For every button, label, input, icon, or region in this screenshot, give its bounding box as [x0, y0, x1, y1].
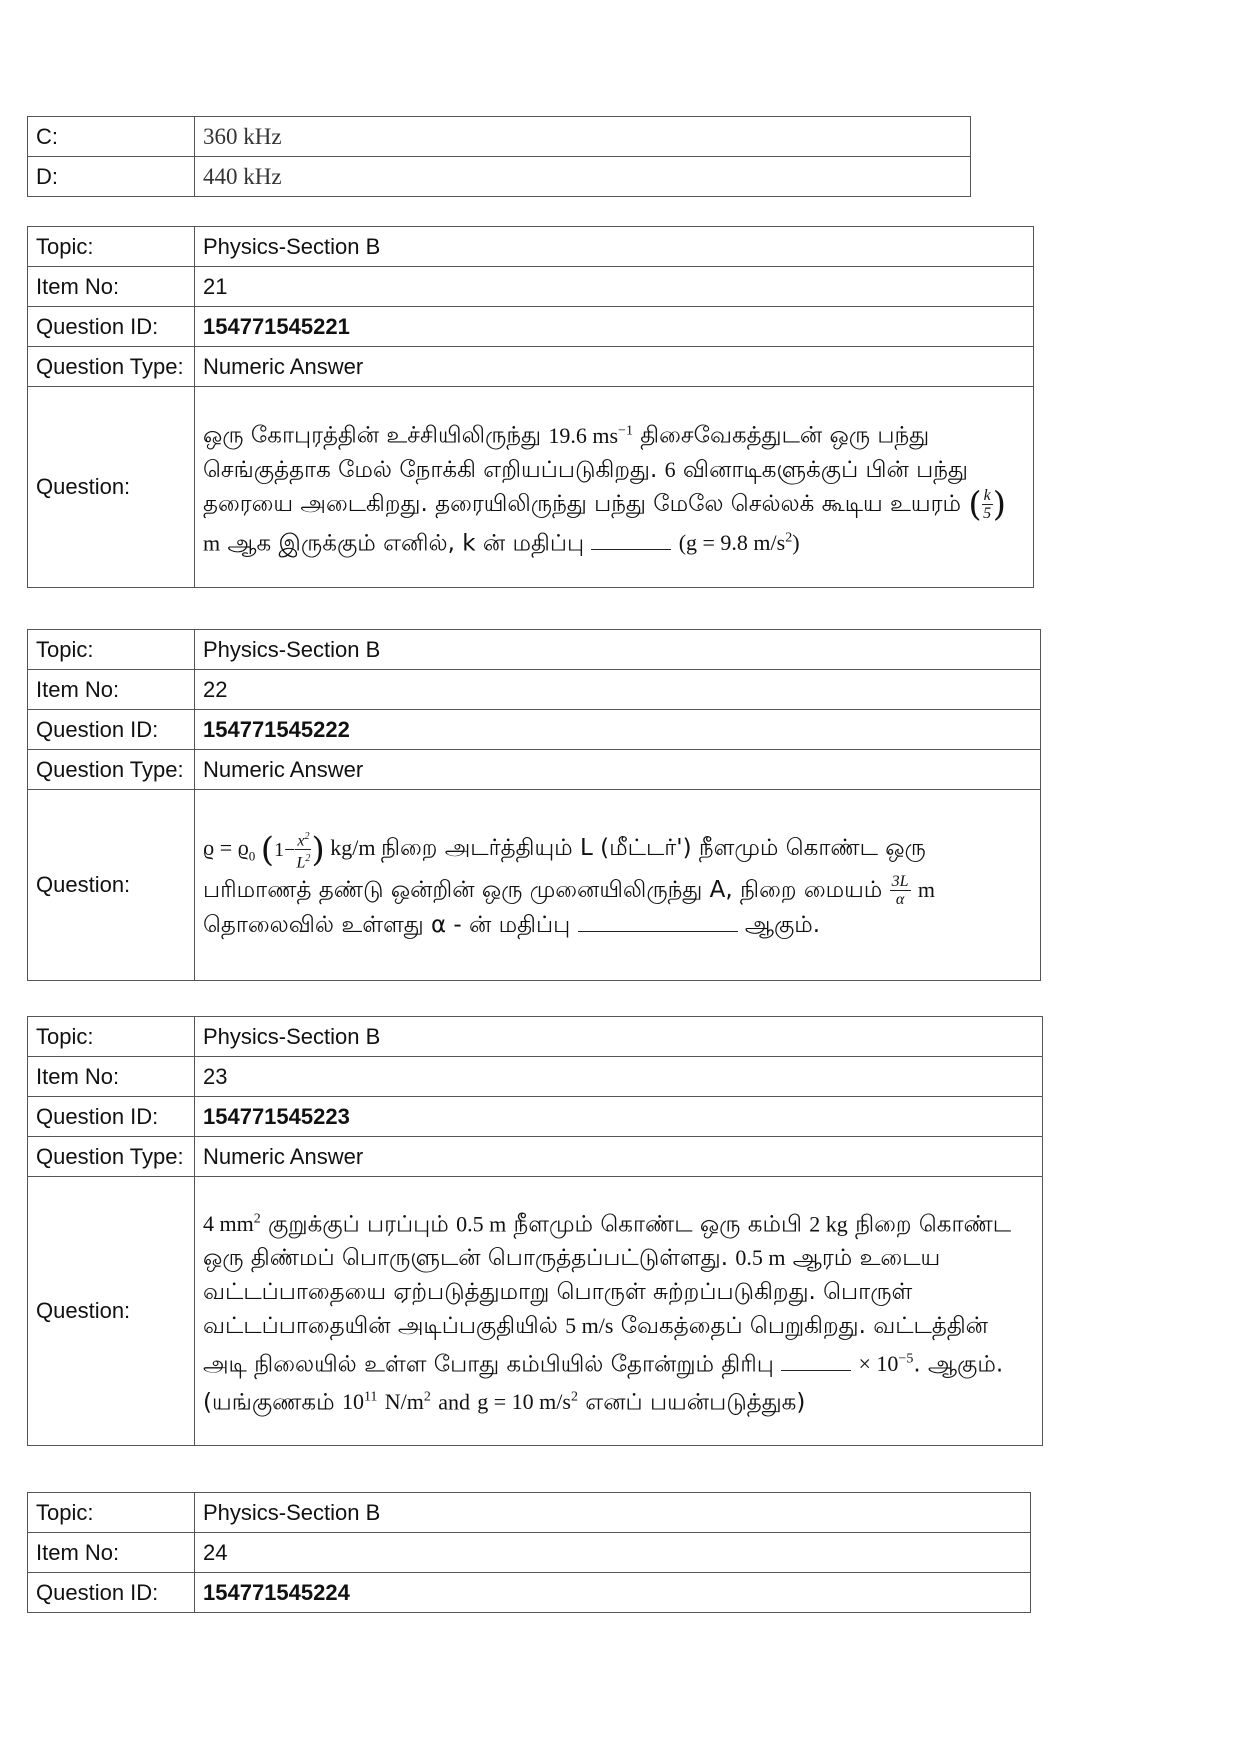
question-type-value: Numeric Answer	[195, 347, 1034, 387]
q-math-sup: 2	[423, 1390, 431, 1406]
options-table	[27, 116, 971, 197]
q-math-sup: −5	[898, 1351, 914, 1367]
q-text: நீளமும் கொண்ட ஒரு கம்பி	[513, 1210, 802, 1237]
q-math	[679, 530, 800, 555]
q-math	[385, 1389, 431, 1414]
q-math: and	[438, 1389, 470, 1415]
fraction-denominator: α	[895, 891, 905, 909]
q-math-sup: 2	[785, 530, 793, 546]
answer-blank	[578, 930, 738, 932]
q-math: 6	[664, 456, 676, 482]
option-label: C:	[28, 117, 195, 157]
q-math-part: × 10	[858, 1351, 899, 1377]
q-text: ஒரு கோபுரத்தின் உச்சியிலிருந்து	[203, 422, 542, 449]
q-math-part: )	[792, 529, 800, 555]
option-label: D:	[28, 157, 195, 197]
item-no-label: Item No:	[28, 670, 195, 710]
item-no-value: 23	[195, 1057, 1043, 1097]
item-no-label: Item No:	[28, 267, 195, 307]
q-math	[548, 423, 633, 448]
q-text: ஆக இருக்கும் எனில், k ன் மதிப்பு	[227, 529, 585, 556]
question-table-24	[27, 1492, 1031, 1613]
open-paren-glyph: (	[968, 484, 982, 524]
question-type-row	[28, 347, 1034, 387]
q-text: தொலைவில் உள்ளது α - ன் மதிப்பு	[203, 912, 571, 939]
q-math-sup: 2	[253, 1211, 261, 1227]
answer-blank	[781, 1369, 851, 1371]
q-math-part: N/m	[384, 1389, 424, 1415]
q-math-part: (g = 9.8 m/s	[678, 529, 786, 555]
q-math-part: 1−	[274, 838, 296, 861]
question-type-row	[28, 750, 1041, 790]
q-math: m	[917, 877, 935, 903]
question-id-row	[28, 307, 1034, 347]
topic-row	[28, 1493, 1031, 1533]
question-table-21	[27, 226, 1034, 588]
fraction-numerator: k	[983, 486, 991, 504]
question-id-row	[28, 1097, 1043, 1137]
topic-row	[28, 227, 1034, 267]
question-id-value: 154771545222	[195, 710, 1041, 750]
question-label: Question:	[28, 1177, 195, 1446]
question-type-label: Question Type:	[28, 347, 195, 387]
question-id-value: 154771545221	[195, 307, 1034, 347]
q-math-part: ϱ = ϱ	[203, 834, 249, 860]
question-type-label: Question Type:	[28, 1137, 195, 1177]
question-row	[28, 790, 1041, 981]
item-no-row	[28, 1533, 1031, 1573]
q-text: வினாடிகளுக்குப் பின் பந்து தரையை அடைகிறது. தரையிலிருந்து பந்து மேலே செல்லக் கூடிய உயரம்	[203, 456, 968, 517]
q-math-part: 19.6 ms	[548, 422, 619, 448]
open-paren-glyph: (	[260, 829, 275, 870]
close-paren-glyph: )	[992, 484, 1006, 524]
q-math	[342, 1389, 377, 1414]
topic-label: Topic:	[28, 630, 195, 670]
fraction-3L-over-alpha	[890, 873, 911, 908]
q-text: திசைவேகத்துடன் ஒரு பந்து செங்குத்தாக மேல் நோக்கி எறியப்படுகிறது.	[203, 422, 930, 483]
question-id-label: Question ID:	[28, 710, 195, 750]
close-paren-glyph: )	[311, 829, 325, 870]
topic-value: Physics-Section B	[195, 630, 1041, 670]
q-math-sub: 0	[248, 848, 256, 864]
topic-value: Physics-Section B	[195, 227, 1034, 267]
question-id-value: 154771545224	[195, 1573, 1031, 1613]
option-value: 440 kHz	[195, 157, 971, 197]
q-text: வேகத்தைப் பெறுகிறது. வட்டத்தின் அடி நிலையில் உள்ள போது கம்பியில் தோன்றும் திரிபு	[203, 1312, 988, 1378]
question-label: Question:	[28, 790, 195, 981]
fraction-denominator	[296, 850, 310, 871]
q-text: குறுக்குப் பரப்பும்	[268, 1210, 449, 1237]
question-table-22	[27, 629, 1041, 981]
question-id-row	[28, 710, 1041, 750]
question-text	[195, 1177, 1043, 1446]
q-text: ஆரம் உடைய வட்டப்பாதையை ஏற்படுத்துமாறு பொருள் சுற்றப்படுகிறது. பொருள் வட்டப்பாதையின் அடிப்பகுதியில்	[203, 1244, 941, 1339]
q-math: 0.5 m	[735, 1244, 786, 1270]
q-math-sup: 2	[304, 830, 310, 842]
question-id-label: Question ID:	[28, 307, 195, 347]
option-row-d	[28, 157, 971, 197]
q-text: . ஆகும். (யங்குணகம்	[203, 1351, 1004, 1416]
q-math-sup: −1	[618, 423, 633, 439]
q-math-part: kg/m	[330, 834, 376, 860]
q-math-part: g = 10 m/s	[477, 1389, 571, 1415]
q-text: நிறை கொண்ட ஒரு திண்மப் பொருளுடன் பொருத்தப்பட்டுள்ளது.	[203, 1210, 1012, 1271]
q-math-part: x	[297, 832, 305, 850]
q-math-part: 4 mm	[203, 1210, 254, 1236]
question-id-label: Question ID:	[28, 1097, 195, 1137]
question-table-23	[27, 1016, 1043, 1446]
q-math	[477, 1389, 578, 1414]
question-type-value: Numeric Answer	[195, 750, 1041, 790]
q-math-sup: 2	[570, 1390, 578, 1406]
q-text: எனப் பயன்படுத்துக)	[585, 1389, 806, 1416]
q-math-part: 10	[341, 1389, 364, 1415]
topic-value: Physics-Section B	[195, 1493, 1031, 1533]
question-label: Question:	[28, 387, 195, 588]
q-text: ஆகும்.	[744, 912, 821, 939]
fraction-k-over-5	[982, 487, 993, 522]
item-no-value: 22	[195, 670, 1041, 710]
fraction-denominator: 5	[983, 504, 992, 522]
question-row	[28, 387, 1034, 588]
question-text	[195, 790, 1041, 981]
option-row-c	[28, 117, 971, 157]
q-text: நிறை அடர்த்தியும் L (மீட்டர்') நீளமும் கொண்ட ஒரு பரிமாணத் தண்டு ஒன்றின் ஒரு முனையிலிருந்து A, நிறை மையம்	[203, 834, 926, 904]
fraction-x2-over-L2	[295, 828, 311, 872]
q-math	[203, 1211, 261, 1236]
fraction-numerator: 3L	[891, 873, 909, 891]
option-value: 360 kHz	[195, 117, 971, 157]
question-type-value: Numeric Answer	[195, 1137, 1043, 1177]
item-no-row	[28, 670, 1041, 710]
item-no-value: 24	[195, 1533, 1031, 1573]
topic-label: Topic:	[28, 1017, 195, 1057]
q-math	[859, 1351, 914, 1376]
q-math: m	[203, 529, 221, 555]
q-math-sup: 2	[305, 853, 311, 865]
density-formula	[203, 829, 381, 872]
q-math: 5 m/s	[565, 1312, 614, 1338]
topic-label: Topic:	[28, 227, 195, 267]
topic-row	[28, 1017, 1043, 1057]
question-row	[28, 1177, 1043, 1446]
topic-row	[28, 630, 1041, 670]
q-math-part: L	[296, 854, 306, 872]
question-type-label: Question Type:	[28, 750, 195, 790]
question-id-label: Question ID:	[28, 1573, 195, 1613]
topic-value: Physics-Section B	[195, 1017, 1043, 1057]
q-math: 2 kg	[809, 1210, 848, 1236]
item-no-label: Item No:	[28, 1057, 195, 1097]
question-type-row	[28, 1137, 1043, 1177]
answer-blank	[591, 548, 671, 550]
topic-label: Topic:	[28, 1493, 195, 1533]
item-no-value: 21	[195, 267, 1034, 307]
q-math-sup: 11	[363, 1390, 378, 1406]
fraction-numerator	[295, 828, 311, 850]
question-id-value: 154771545223	[195, 1097, 1043, 1137]
item-no-label: Item No:	[28, 1533, 195, 1573]
item-no-row	[28, 267, 1034, 307]
item-no-row	[28, 1057, 1043, 1097]
question-text	[195, 387, 1034, 588]
question-id-row	[28, 1573, 1031, 1613]
q-math: 0.5 m	[456, 1210, 507, 1236]
